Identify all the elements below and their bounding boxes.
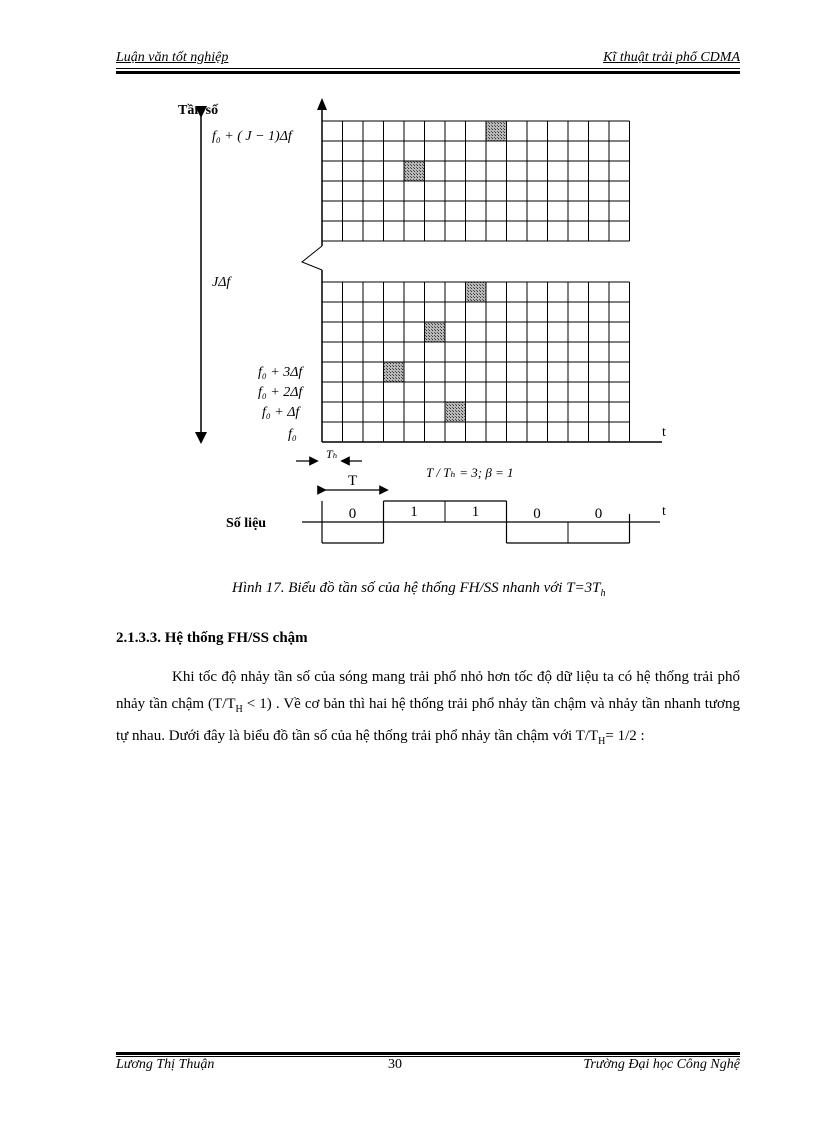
y-axis-arrowhead [317, 98, 327, 110]
bit-value-0: 0 [348, 506, 357, 522]
data-time-label: t [662, 504, 666, 519]
paragraph-sub-1: H [235, 704, 243, 715]
upper-hop-cell-1 [404, 161, 425, 181]
lower-hop-cell-2 [384, 362, 405, 382]
caption-sub: h [600, 588, 606, 599]
paragraph-part-3: = 1/2 : [605, 728, 645, 744]
paragraph-part-1: Khi tốc độ nhảy tần số của sóng mang trải phổ nhỏ hơn tốc độ dữ liệu ta có hệ thống trải phổ nhảy tần chậm (T/T [116, 669, 740, 712]
th-label: Tₕ [326, 447, 338, 461]
bit-value-4: 0 [594, 506, 603, 522]
lower-hop-cell-0 [466, 282, 487, 302]
frequency-axis-title: Tần số [178, 103, 219, 118]
page-number: 30 [388, 1057, 402, 1072]
footer-rule-thick [116, 1052, 740, 1055]
upper-hop-grid [322, 121, 630, 241]
lower-hop-cell-3 [445, 402, 466, 422]
freq-label-f2: f₀ + 2Δf [258, 385, 303, 400]
freq-label-f0: f₀ [288, 427, 297, 442]
lower-hop-grid [322, 282, 630, 442]
paragraph-sub-2: H [598, 736, 606, 747]
upper-hop-cell-0 [486, 121, 507, 141]
footer-university: Trường Đại học Công Nghệ [583, 1057, 740, 1072]
axis-break-mark [302, 246, 322, 270]
header-topic-label: Kĩ thuật trải phổ CDMA [603, 50, 740, 65]
lower-hop-cell-1 [425, 322, 446, 342]
freq-label-f1: f₀ + Δf [262, 405, 300, 420]
time-axis-label: t [662, 425, 666, 440]
footer-author: Lương Thị Thuận [116, 1057, 215, 1072]
bit-value-1: 1 [410, 504, 418, 520]
figure-caption [232, 580, 606, 599]
freq-label-top: f₀ + ( J − 1)Δf [212, 129, 292, 144]
page-footer [116, 1057, 740, 1077]
freq-label-span: JΔf [212, 275, 231, 290]
freq-label-f3: f₀ + 3Δf [258, 365, 303, 380]
bit-value-3: 0 [533, 506, 541, 522]
caption-text: Hình 17. Biểu đồ tần số của hệ thống FH/SS nhanh với T=3T [232, 580, 601, 596]
paragraph-part-2: < 1) . Về cơ bản thì hai hệ thống trải phổ nhảy tần chậm và nhảy tần nhanh tương tự nhau. Dưới đây là biểu đồ tần số của hệ thống trải phổ nhảy tần chậm với T/T [116, 696, 740, 744]
section-heading: 2.1.3.3. Hệ thống FH/SS chậm [116, 630, 308, 646]
period-label: T [348, 473, 358, 489]
body-paragraph [116, 664, 740, 755]
header-thesis-label: Luận văn tốt nghiệp [116, 50, 229, 65]
bit-value-2: 1 [471, 504, 480, 520]
data-row-label: Số liệu [226, 516, 267, 531]
ratio-label: T / Tₕ = 3; β = 1 [426, 465, 514, 480]
